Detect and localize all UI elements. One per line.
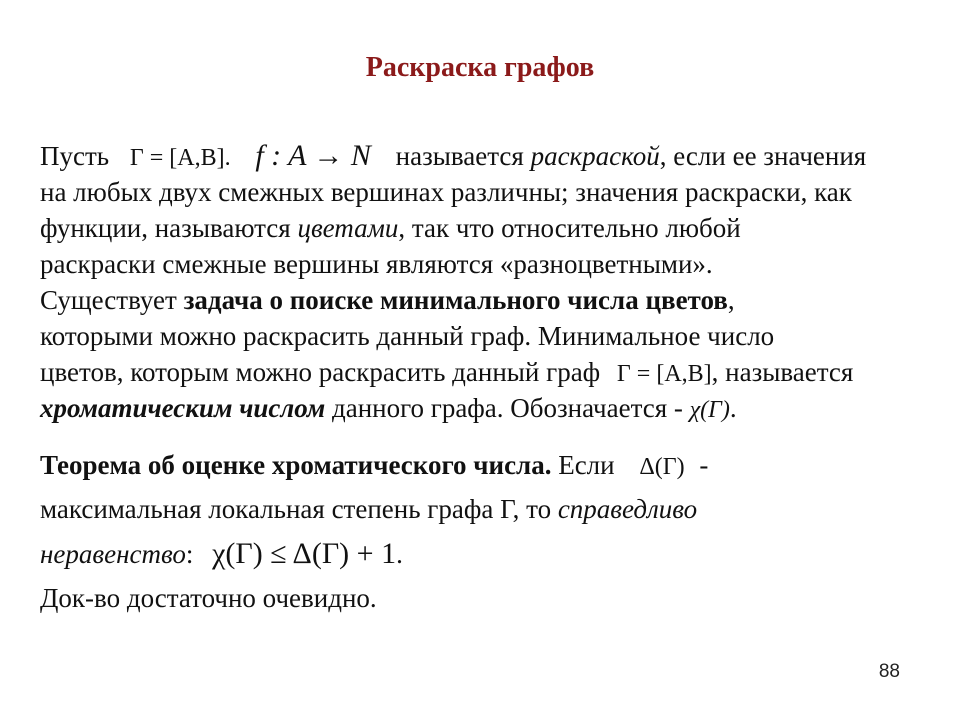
body-line-7 [40,354,853,390]
delta-formula: Δ(Γ) [639,454,685,480]
body-line-9 [40,447,708,483]
line11-post: . [396,539,403,569]
line8-term-chromatic-number: хроматическим числом [40,393,326,423]
body-line-12: Док-во достаточно очевидно. [40,583,377,613]
graph-formula: Γ = [A,B] [129,145,225,171]
line9-mid: Если [551,450,622,480]
line5-post: , [727,285,735,315]
body-line-2: на любых двух смежных вершинах различны; значения раскраски, как [40,177,852,207]
chi-formula: χ(Γ) [689,397,730,423]
line8-mid: данного графа. Обозначается - [325,393,690,423]
line1-post-b: , если ее значения [659,141,867,171]
line10-pre: максимальная локальная степень графа Г, то [40,494,558,524]
line1-dot: . [224,145,231,171]
line7-pre: цветов, которым можно раскрасить данный граф [40,357,601,387]
line5-pre: Существует [40,285,184,315]
line1-post-a: называется [395,141,531,171]
line1-pre: Пусть [40,141,110,171]
body-line-8 [40,390,737,426]
line11-term-inequality: неравенство [40,539,186,569]
line8-post: . [729,393,737,423]
line9-post: - [692,450,709,480]
body-line-5 [40,282,735,318]
body-line-11 [40,536,403,572]
line3-pre: функции, называются [40,213,298,243]
line5-problem: задача о поиске минимального числа цветов [183,285,728,315]
line3-post: , так что относительно любой [398,213,741,243]
body-line-10 [40,491,697,527]
inequality-formula: χ(Γ) ≤ Δ(Γ) + 1 [212,537,397,570]
page-number: 88 [878,661,900,682]
function-formula: f : A → N [255,139,371,172]
body-line-4: раскраски смежные вершины являются «разноцветными». [40,249,713,279]
graph-formula-2: Γ = [A,B] [616,361,712,387]
line10-term-valid: справедливо [557,494,698,524]
line1-term-coloring: раскраской [530,141,660,171]
line7-post: , называется [711,357,854,387]
line11-colon: : [185,539,194,569]
body-line-1 [40,138,866,174]
body-line-3 [40,210,741,246]
line3-term-colors: цветами [297,213,399,243]
slide-title: Раскраска графов [365,52,595,83]
line9-theorem: Теорема об оценке хроматического числа. [40,450,552,480]
body-line-6: которыми можно раскрасить данный граф. Минимальное число [40,321,775,351]
